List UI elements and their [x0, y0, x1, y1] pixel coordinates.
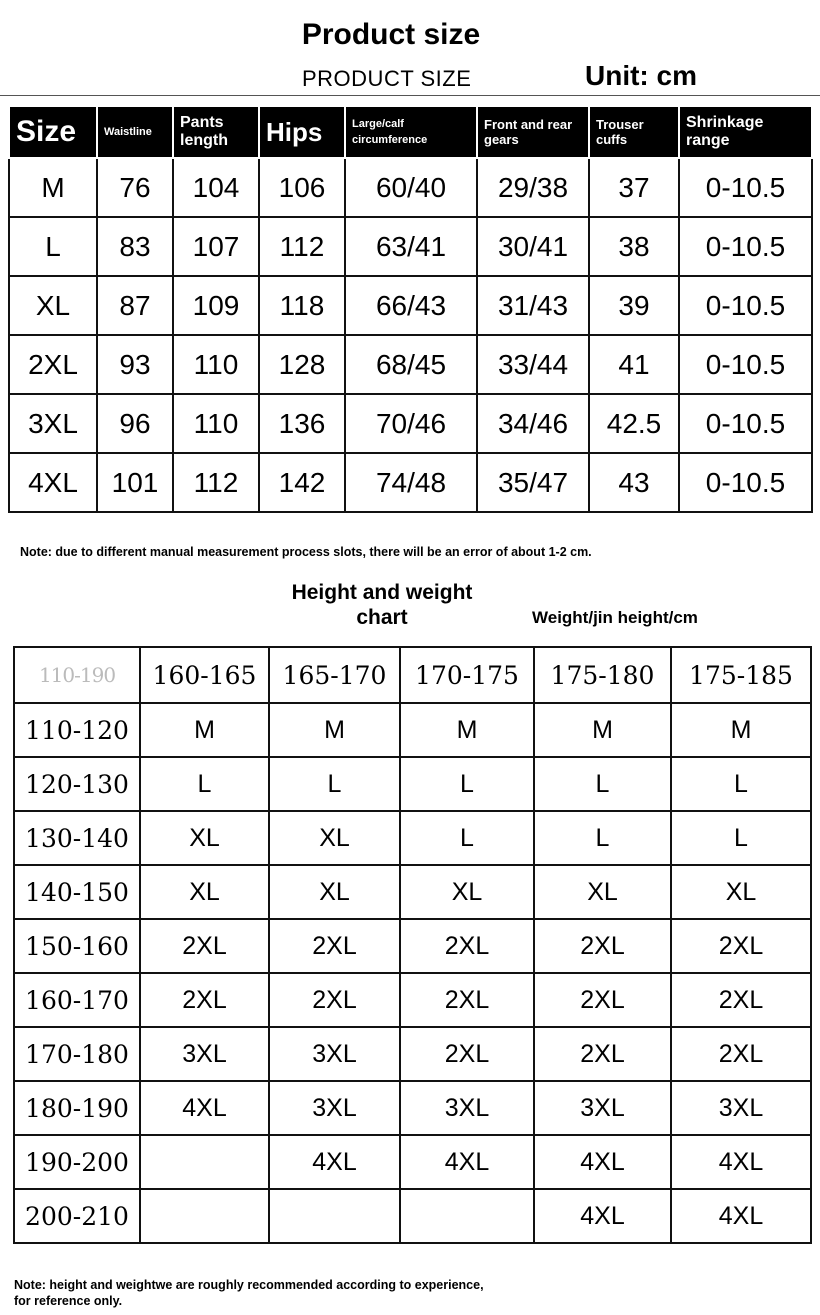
size-recommendation-cell: 3XL: [671, 1081, 811, 1135]
size-recommendation-cell: XL: [140, 811, 269, 865]
table-cell: 43: [589, 453, 679, 512]
table-cell: 93: [97, 335, 173, 394]
table-cell: 110: [173, 335, 259, 394]
size-table: [8, 105, 813, 513]
corner-cell: 110-190: [14, 647, 140, 703]
size-recommendation-cell: [140, 1189, 269, 1243]
table-row: [9, 335, 812, 394]
size-recommendation-cell: XL: [534, 865, 671, 919]
table-row: [14, 1081, 811, 1135]
size-recommendation-cell: L: [269, 757, 400, 811]
size-recommendation-cell: M: [140, 703, 269, 757]
reference-note-line2: for reference only.: [14, 1294, 123, 1308]
table-cell: 74/48: [345, 453, 477, 512]
table-cell: 0-10.5: [679, 217, 812, 276]
header-calf-circumference: Large/calf circumference: [345, 106, 477, 158]
size-recommendation-cell: 2XL: [534, 1027, 671, 1081]
table-cell: 104: [173, 158, 259, 217]
size-recommendation-cell: M: [400, 703, 534, 757]
size-recommendation-cell: XL: [269, 865, 400, 919]
table-cell: 109: [173, 276, 259, 335]
table-cell: 68/45: [345, 335, 477, 394]
table-cell: 70/46: [345, 394, 477, 453]
weight-range-cell: 190-200: [14, 1135, 140, 1189]
size-recommendation-cell: 4XL: [400, 1135, 534, 1189]
header-pants-length: Pants length: [173, 106, 259, 158]
size-recommendation-cell: L: [400, 811, 534, 865]
table-cell: 37: [589, 158, 679, 217]
size-recommendation-cell: XL: [140, 865, 269, 919]
weight-range-cell: 130-140: [14, 811, 140, 865]
size-recommendation-cell: 4XL: [534, 1189, 671, 1243]
size-recommendation-cell: M: [534, 703, 671, 757]
table-cell: 118: [259, 276, 345, 335]
size-recommendation-cell: L: [534, 811, 671, 865]
size-recommendation-cell: 2XL: [400, 919, 534, 973]
table-cell: 38: [589, 217, 679, 276]
weight-range-cell: 140-150: [14, 865, 140, 919]
table-row: [14, 919, 811, 973]
table-cell: 0-10.5: [679, 394, 812, 453]
table-row: [9, 158, 812, 217]
size-table-header: [9, 106, 812, 158]
height-header: 175-180: [534, 647, 671, 703]
size-recommendation-cell: [140, 1135, 269, 1189]
size-recommendation-cell: 3XL: [140, 1027, 269, 1081]
size-recommendation-cell: 2XL: [671, 1027, 811, 1081]
size-recommendation-cell: 3XL: [400, 1081, 534, 1135]
size-recommendation-cell: [400, 1189, 534, 1243]
size-recommendation-cell: 4XL: [534, 1135, 671, 1189]
table-cell: 83: [97, 217, 173, 276]
size-recommendation-cell: 3XL: [269, 1027, 400, 1081]
size-recommendation-cell: L: [140, 757, 269, 811]
size-recommendation-cell: 4XL: [671, 1189, 811, 1243]
divider: [0, 95, 820, 96]
table-cell: 107: [173, 217, 259, 276]
header-hips: Hips: [259, 106, 345, 158]
table-cell: 39: [589, 276, 679, 335]
size-recommendation-cell: M: [671, 703, 811, 757]
height-header: 175-185: [671, 647, 811, 703]
height-weight-table: [13, 646, 812, 1244]
table-cell: 96: [97, 394, 173, 453]
size-recommendation-cell: 3XL: [269, 1081, 400, 1135]
table-cell: 112: [259, 217, 345, 276]
size-recommendation-cell: 4XL: [140, 1081, 269, 1135]
table-row: [14, 1135, 811, 1189]
height-weight-title: Height and weight chart: [291, 581, 473, 629]
table-cell: 76: [97, 158, 173, 217]
table-cell: 128: [259, 335, 345, 394]
measurement-note: Note: due to different manual measurement process slots, there will be an error of about 1-2 cm.: [20, 545, 592, 559]
page-title: Product size: [301, 18, 481, 51]
table-cell: 101: [97, 453, 173, 512]
table-cell: 0-10.5: [679, 276, 812, 335]
table-cell: 87: [97, 276, 173, 335]
weight-range-cell: 200-210: [14, 1189, 140, 1243]
table-cell: 106: [259, 158, 345, 217]
table-cell: 136: [259, 394, 345, 453]
size-recommendation-cell: 2XL: [671, 919, 811, 973]
table-cell: 30/41: [477, 217, 589, 276]
header-shrinkage-range: Shrinkage range: [679, 106, 812, 158]
table-cell: 0-10.5: [679, 335, 812, 394]
table-row: [14, 865, 811, 919]
weight-range-cell: 170-180: [14, 1027, 140, 1081]
table-cell: 33/44: [477, 335, 589, 394]
table-cell: 29/38: [477, 158, 589, 217]
table-cell: 110: [173, 394, 259, 453]
header-trouser-cuffs: Trouser cuffs: [589, 106, 679, 158]
size-recommendation-cell: L: [671, 811, 811, 865]
size-recommendation-cell: 2XL: [400, 1027, 534, 1081]
table-cell: 34/46: [477, 394, 589, 453]
table-row: [9, 217, 812, 276]
size-table-body: [9, 158, 812, 512]
page-subtitle: PRODUCT SIZE: [302, 66, 472, 91]
table-cell: 63/41: [345, 217, 477, 276]
weight-range-cell: 120-130: [14, 757, 140, 811]
size-recommendation-cell: 2XL: [671, 973, 811, 1027]
table-row: [9, 394, 812, 453]
header-size: Size: [9, 106, 97, 158]
size-recommendation-cell: XL: [269, 811, 400, 865]
size-recommendation-cell: XL: [400, 865, 534, 919]
size-recommendation-cell: 4XL: [269, 1135, 400, 1189]
weight-range-cell: 180-190: [14, 1081, 140, 1135]
table-row: [14, 1189, 811, 1243]
size-cell: M: [9, 158, 97, 217]
size-recommendation-cell: XL: [671, 865, 811, 919]
size-recommendation-cell: 2XL: [534, 973, 671, 1027]
size-recommendation-cell: L: [671, 757, 811, 811]
table-cell: 31/43: [477, 276, 589, 335]
table-row: [14, 757, 811, 811]
table-cell: 112: [173, 453, 259, 512]
header-front-rear-gears: Front and rear gears: [477, 106, 589, 158]
weight-range-cell: 150-160: [14, 919, 140, 973]
size-recommendation-cell: 2XL: [140, 919, 269, 973]
height-weight-body: [14, 703, 811, 1243]
table-cell: 35/47: [477, 453, 589, 512]
size-recommendation-cell: 4XL: [671, 1135, 811, 1189]
height-weight-unit: Weight/jin height/cm: [532, 608, 698, 627]
size-cell: 3XL: [9, 394, 97, 453]
weight-range-cell: 160-170: [14, 973, 140, 1027]
height-weight-header: [14, 647, 811, 703]
reference-note: [14, 1277, 484, 1309]
size-cell: XL: [9, 276, 97, 335]
table-cell: 0-10.5: [679, 453, 812, 512]
size-recommendation-cell: 2XL: [140, 973, 269, 1027]
size-recommendation-cell: M: [269, 703, 400, 757]
height-header: 165-170: [269, 647, 400, 703]
size-recommendation-cell: [269, 1189, 400, 1243]
unit-label: Unit: cm: [585, 60, 697, 91]
size-recommendation-cell: 2XL: [269, 973, 400, 1027]
table-row: [9, 453, 812, 512]
table-row: [14, 973, 811, 1027]
size-recommendation-cell: 3XL: [534, 1081, 671, 1135]
height-header: 170-175: [400, 647, 534, 703]
header-waistline: Waistline: [97, 106, 173, 158]
table-cell: 142: [259, 453, 345, 512]
table-cell: 42.5: [589, 394, 679, 453]
table-row: [14, 811, 811, 865]
height-header: 160-165: [140, 647, 269, 703]
size-recommendation-cell: 2XL: [400, 973, 534, 1027]
size-recommendation-cell: L: [534, 757, 671, 811]
table-cell: 66/43: [345, 276, 477, 335]
size-cell: 4XL: [9, 453, 97, 512]
table-row: [14, 703, 811, 757]
weight-range-cell: 110-120: [14, 703, 140, 757]
table-row: [9, 276, 812, 335]
table-cell: 0-10.5: [679, 158, 812, 217]
size-recommendation-cell: 2XL: [534, 919, 671, 973]
size-recommendation-cell: L: [400, 757, 534, 811]
size-cell: 2XL: [9, 335, 97, 394]
table-row: [14, 1027, 811, 1081]
reference-note-line1: Note: height and weightwe are roughly recommended according to experience,: [14, 1278, 484, 1292]
size-recommendation-cell: 2XL: [269, 919, 400, 973]
table-cell: 60/40: [345, 158, 477, 217]
size-cell: L: [9, 217, 97, 276]
table-cell: 41: [589, 335, 679, 394]
